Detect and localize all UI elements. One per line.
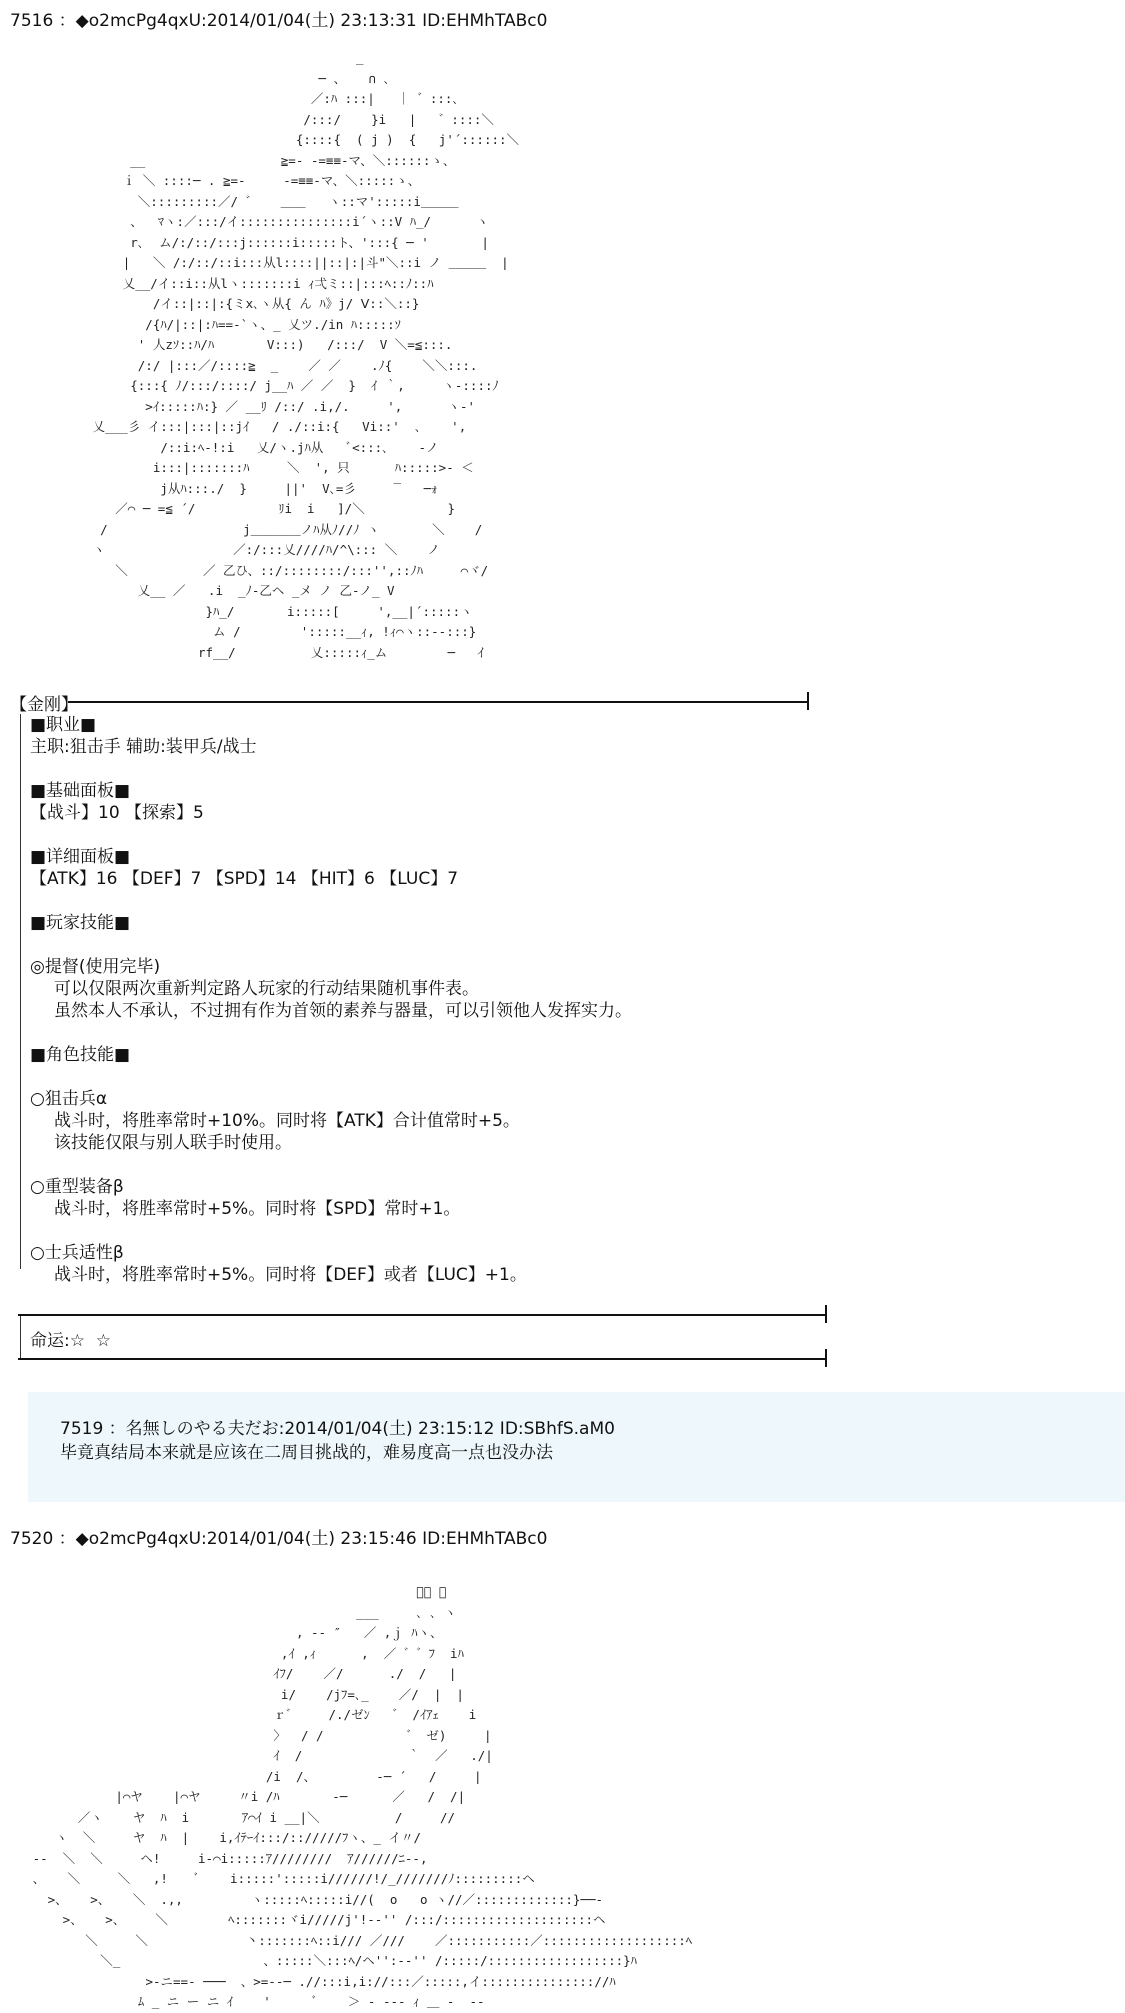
ascii-art-character-1: _ ─ 、 ∩ ､ ／:ﾊ :::| ｜ ゛:::､ /:::/ }i | ゛::::＼ {::::{ ( j ) { j'´::::::＼ __ ≧=- -=≡≡-マ、＼::::::ゝ、 ｉ ＼ ::::─ . ≧=- -=≡≡-マ、＼:::::ゝ、 ＼:::::::::／/ ゛ ＿＿ ヽ::マ':::::i＿＿＿ 、 ﾏヽ:／:::/イ:::::::::::::::i´ヽ::V ﾊ_/ ヽ r､ ム/:/::/:::j::::::i:::::ト、':::{ ─ ' | | ＼ /:/::/::i:::从l::::||::|:|斗"＼::i ノ ＿＿＿ | 乂__/イ::i::从lヽ:::::::i ｨ弌ミ::|:::ﾍ::ﾉ::ﾊ /イ::|::|:{ミx､ヽ从{ ん ﾊ》j/ Ⅴ::＼::} /{ﾊ/|::|:ﾊ==‐`ヽ、_ 乂ツ./in ﾊ:::::ｿ ' 人zｿ::ﾊ/ﾊ V:::) /:::/ V ＼=≦:::. /:/ |:::／/::::≧ _ ／ ／ .ﾉ{ ＼＼:::. {:::{ ﾉ/:::/::::/ j__ﾊ ／ ／ } ｲ ｀, ヽ-::::ﾉ >ｲ:::::ﾊ:} ／ __ﾘ /::/ .i,/. ', ヽ-' 乂___彡 イ:::|:::|::jｲ / ./::i:{ Vi::' ､ ', /::i:ﾍ‐!:i 乂/ヽ.jﾊ从 ﾞ<:::､ ‐ノ i:::|:::::::ﾊ ＼ ', 只 ﾊ:::::>‐ ＜ j从ﾊ:::./ } ||' V､=彡 ‾ ─ｫ ／⌒ ─ =≦ ´/ ﾘi i ]/＼ } / j＿＿＿＿ノﾊ从ﾉ//ﾉ ヽ ＼ / ヽ ／:/:::乂////ﾊ/^\::: ＼ ノ ＼ ／ 乙ひ、::/::::::::/:::'',::ﾉﾊ ⌒ヾ/ 乂__ ／ .i _ﾉ‐乙ヘ _メ ノ 乙‐ノ_ V }ﾊ_/ i:::::[ ',__|´:::::ヽ ム / ':::::__ｨ, !ｨ⌒ヽ::‐-:::} rf__/ 乂:::::ｨ_ム ─ ｲ <box>92 50 520 660</box>
status-line: 【ATK】16 【DEF】7 【SPD】14 【HIT】6 【LUC】7 <box>30 869 459 889</box>
status-line: ■职业■ <box>30 715 97 735</box>
blank-line <box>30 890 950 912</box>
box-divider-end-tick <box>825 1305 827 1323</box>
status-line: ■角色技能■ <box>30 1045 131 1065</box>
box-top-border <box>68 701 808 703</box>
box-left-border <box>20 714 21 1269</box>
status-line: 主职:狙击手 辅助:装甲兵/战士 <box>30 737 257 757</box>
status-line: 战斗时，将胜率常时+5%。同时将【SPD】常时+1。 <box>54 1199 461 1219</box>
reply-post-7519 <box>28 1392 1125 1502</box>
reply-header: 7519 ：名無しのやる夫だお:2014/01/04(土) 23:15:12 ID:SBhfS.aM0 <box>60 1419 615 1439</box>
status-line: 虽然本人不承认，不过拥有作为首领的素养与器量，可以引领他人发挥实力。 <box>54 1001 632 1021</box>
blank-line <box>30 934 950 956</box>
blank-line <box>30 1022 950 1044</box>
blank-line <box>30 1154 950 1176</box>
status-line: ◎提督(使用完毕) <box>30 957 161 977</box>
status-line: 可以仅限两次重新判定路人玩家的行动结果随机事件表。 <box>54 979 479 999</box>
box-bottom-border <box>18 1358 826 1360</box>
post-header-7516: 7516 ：◆o2mcPg4qxU:2014/01/04(土) 23:13:31 ID:EHMhTABc0 <box>10 11 548 31</box>
blank-line <box>30 1220 950 1242</box>
blank-line <box>30 758 950 780</box>
fate-line: 命运:☆ ☆ <box>30 1331 112 1351</box>
post-header-7520: 7520 ：◆o2mcPg4qxU:2014/01/04(土) 23:15:46 ID:EHMhTABc0 <box>10 1529 548 1549</box>
status-line: ■详细面板■ <box>30 847 131 867</box>
status-line: 【战斗】10 【探索】5 <box>30 803 204 823</box>
status-line: 该技能仅限与别人联手时使用。 <box>54 1133 292 1153</box>
status-line: ○士兵适性β <box>30 1243 124 1263</box>
character-name: 【金刚】 <box>10 695 78 715</box>
status-line: ■玩家技能■ <box>30 913 131 933</box>
status-lines <box>30 714 950 1286</box>
box-top-end-tick <box>807 692 809 710</box>
ascii-art-character-2: ﾞ､ ､ ___ ､ ､ ヽ , -‐ ″ ／ ,ｊ ﾊヽ、 ,ｲ ,ｨ , ／ ゛゛ﾌ iﾊ ｲﾌ/ ／/ ./ / | i/ /jﾌ=､_ ／/ | | ｒ゛ /./ゼﾝ ゛ /ｲｱｪ i 〉 / / ゛ ゼ) | ｲ / ｀ ／ ./| /i /、 ‐─ ´ / | |⌒ヤ |⌒ヤ 〃i /ﾊ ‐─ ／ / /| ／ヽ ヤ ﾊ i ｱ⌒ｲ i __|＼ / // ヽ ＼ ヤ ﾊ | i,ｲﾃｰｲ:::/:://///ﾌヽ、_ イ〃/ ‐‐ ＼ ＼ ヘ! i‐⌒i:::::ｱ//////// ｱ//////ﾆ‐‐, 、 ＼ ＼ ,! ﾞ i:::::':::::i//////!/_///////ﾉ:::::::::ヘ >、 >、 ＼ .,, ヽ:::::ﾍ:::::i//( o o ヽ//／:::::::::::::}──‐ >、 >、 ＼ ﾍ:::::::ヾi/////j'!‐‐'' /:::/::::::::::::::::::::ヘ ＼ ＼ 丶:::::::ﾍ::i/// ／/// ／:::::::::::／:::::::::::::::::::ﾍ ＼_ 、:::::＼:::ﾍ/ヘ'':‐‐'' /:::::/::::::::::::::::::}ﾊ >‐ニ==‐ ─── 、>=‐‐─ .//:::i,i://:::／:::::,イ::::::::::::::://ﾊ ﾑ _ ニ ー ニ ｲ ' ﾞ ＞ ‐ ‐‐‐ ｨ ＿ ‐ ‐‐ <box>32 1584 693 2009</box>
character-status-box <box>10 690 970 1351</box>
status-line: 战斗时，将胜率常时+10%。同时将【ATK】合计值常时+5。 <box>54 1111 520 1131</box>
status-line: 战斗时，将胜率常时+5%。同时将【DEF】或者【LUC】+1。 <box>54 1265 527 1285</box>
box-fate-left-border <box>20 1316 21 1358</box>
status-line: ■基础面板■ <box>30 781 131 801</box>
blank-line <box>30 1066 950 1088</box>
box-divider <box>18 1314 826 1316</box>
status-line: ○重型装备β <box>30 1177 124 1197</box>
reply-text: 毕竟真结局本来就是应该在二周目挑战的，难易度高一点也没办法 <box>60 1443 553 1463</box>
status-line: ○狙击兵α <box>30 1089 108 1109</box>
blank-line <box>30 824 950 846</box>
box-bottom-end-tick <box>825 1349 827 1367</box>
